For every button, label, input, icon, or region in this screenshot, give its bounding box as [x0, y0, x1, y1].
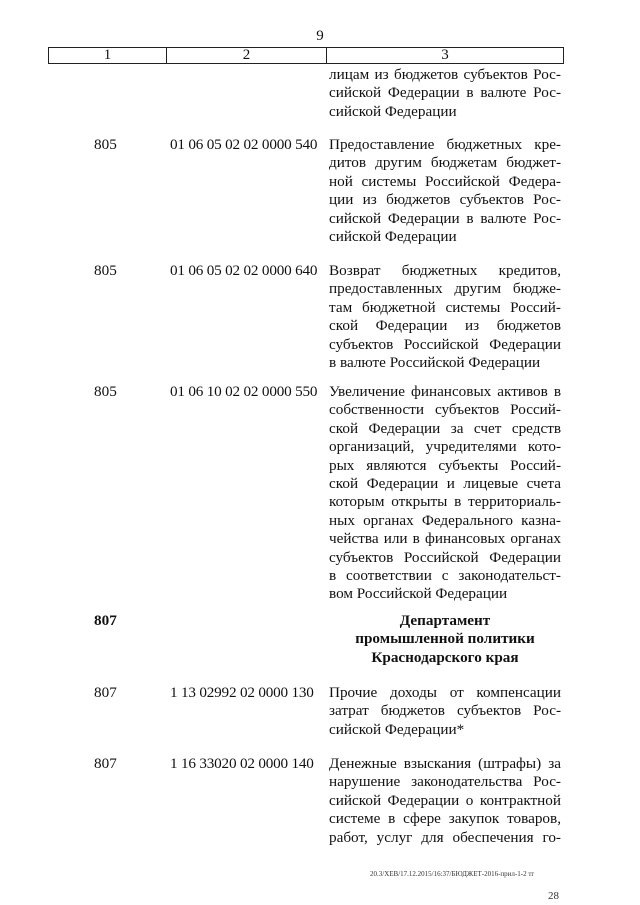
- description-line: вом Российской Федерации: [329, 585, 508, 603]
- description-line: Возврат бюджетных кредитов,: [329, 262, 561, 279]
- description-line: ных органах Федерального казна-: [329, 511, 561, 529]
- description-line: ской Федерации из бюджетов: [329, 317, 561, 335]
- header-col-1: 1: [49, 48, 167, 63]
- description-line: Денежные взыскания (штрафы) за: [329, 755, 561, 772]
- description-line: там бюджетной системы Россий-: [329, 298, 561, 316]
- admin-code: 807: [94, 684, 117, 701]
- page-mark: 28: [548, 890, 559, 902]
- description-line: сийской Федерации*: [329, 720, 465, 738]
- budget-code: 1 16 33020 02 0000 140: [170, 755, 314, 772]
- admin-code: 807: [94, 755, 117, 772]
- row-description: [329, 262, 561, 372]
- description-line: чейства или в финансовых органах: [329, 530, 561, 548]
- row-description: [329, 66, 561, 121]
- description-line: в соответствии с законодательст-: [329, 566, 561, 584]
- department-line: Департамент: [399, 612, 491, 629]
- description-line: в валюте Российской Федерации: [329, 353, 541, 371]
- row-description: [329, 684, 561, 739]
- description-line: сийской Федерации: [329, 227, 457, 245]
- header-col-3: 3: [441, 47, 449, 63]
- description-line: сийской Федерации о контрактной: [329, 791, 561, 809]
- document-reference: 20.3/ХЕВ/17.12.2015/16:37/БЮДЖЕТ-2016-прил-1-2 тг: [370, 870, 535, 878]
- admin-code: 805: [94, 383, 117, 400]
- description-line: организаций, учредителями кото-: [329, 438, 561, 456]
- page-number: 9: [316, 28, 324, 44]
- budget-code: 01 06 05 02 02 0000 540: [170, 136, 318, 153]
- table-header: [48, 47, 564, 64]
- description-line: Предоставление бюджетных кре-: [329, 136, 561, 153]
- description-line: субъектов Российской Федерации: [329, 335, 561, 353]
- description-line: которым открыты в территориаль-: [329, 493, 561, 511]
- department-line: промышленной политики: [355, 630, 535, 648]
- description-line: сийской Федерации в валюте Рос-: [329, 84, 561, 102]
- admin-code: 807: [94, 612, 117, 629]
- admin-code: 805: [94, 136, 117, 153]
- description-line: нарушение законодательства Рос-: [329, 773, 561, 791]
- description-line: собственности субъектов Россий-: [329, 401, 561, 419]
- description-line: сийской Федерации: [329, 102, 457, 120]
- description-line: ской Федерации за счет средств: [329, 419, 561, 437]
- description-line: работ, услуг для обеспечения го-: [329, 828, 561, 846]
- description-line: субъектов Российской Федерации: [329, 548, 561, 566]
- description-line: рых являются субъекты Россий-: [329, 456, 561, 474]
- description-line: сийской Федерации в валюте Рос-: [329, 209, 561, 227]
- department-name: [329, 612, 561, 667]
- row-description: [329, 383, 561, 604]
- budget-code: 1 13 02992 02 0000 130: [170, 684, 314, 701]
- description-line: ции из бюджетов субъектов Рос-: [329, 191, 561, 209]
- description-line: дитов другим бюджетам бюджет-: [329, 154, 561, 172]
- department-line: Краснодарского края: [371, 648, 519, 666]
- description-line: системе в сфере закупок товаров,: [329, 810, 561, 828]
- budget-code: 01 06 10 02 02 0000 550: [170, 383, 318, 400]
- description-line: Прочие доходы от компенсации: [329, 684, 561, 701]
- description-line: затрат бюджетов субъектов Рос-: [329, 702, 561, 720]
- description-line: ской Федерации и лицевые счета: [329, 474, 561, 492]
- description-line: лицам из бюджетов субъектов Рос-: [329, 66, 561, 83]
- description-line: предоставленных другим бюдже-: [329, 280, 561, 298]
- budget-code: 01 06 05 02 02 0000 640: [170, 262, 318, 279]
- description-line: ной системы Российской Федера-: [329, 172, 561, 190]
- admin-code: 805: [94, 262, 117, 279]
- row-description: [329, 755, 561, 847]
- description-line: Увеличение финансовых активов в: [329, 383, 561, 400]
- row-description: [329, 136, 561, 246]
- header-col-2: 2: [167, 48, 327, 63]
